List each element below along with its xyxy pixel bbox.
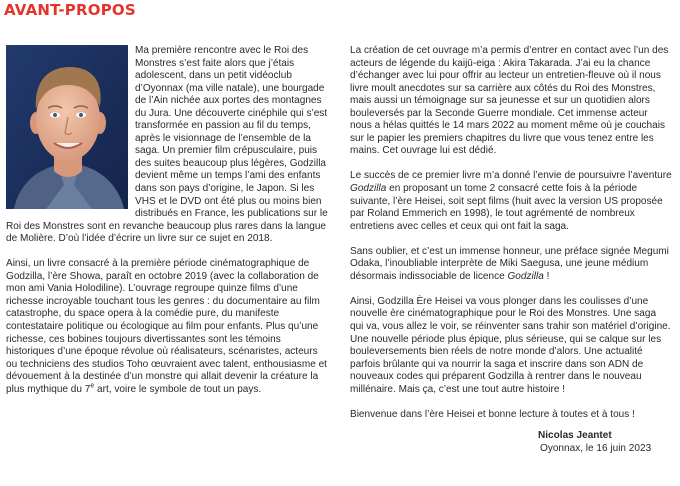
author-name: Nicolas Jeantet	[538, 430, 612, 441]
left-column	[6, 45, 331, 409]
page-title: AVANT-PROPOS	[4, 1, 136, 19]
paragraph: La création de cet ouvrage m’a permis d’entrer en contact avec l’un des acteurs de légende du kaijū-eiga : Akira Takarada. J’ai eu la chance d’échanger avec lui pour offrir au lecteur un entretien-fleuve où il nous livre moult anecdotes sur sa carrière aux côtés du Roi des Monstres, mais aussi un témoignage sur sa jeunesse et sur un quotidien alors bouleversés par la Seconde Guerre mondiale. Cet immense acteur nous a hélas quittés le 14 mars 2022 au moment même où je couchais sur le papier les premiers chapitres du livre que vous tenez entre les mains. Cet ouvrage lui est dédié.	[350, 45, 669, 157]
paragraph: Sans oublier, et c’est un immense honneur, une préface signée Megumi Odaka, l’inoubliable interprète de Miki Saegusa, une jeune médium désormais indissociable de licence Godzilla !	[350, 245, 669, 282]
author-portrait-icon	[6, 45, 128, 209]
paragraph: Le succès de ce premier livre m’a donné l’envie de poursuivre l’aventure Godzilla en proposant un tome 2 consacré cette fois à la période suivante, l’ère Heisei, soit sept films (huit avec la version US proposée par Roland Emmerich en 1998), le tout agrémenté de nombreux entretiens avec celles et ceux qui ont fait la saga.	[350, 170, 672, 232]
paragraph: Ainsi, un livre consacré à la première période cinématographique de Godzilla, l’ère Showa, paraît en octobre 2019 (avec la collaboration de mon ami Vania Holodiline). L’ouvrage regroupe quinze films d’une richesse incroyable touchant tous les genres : du documentaire au film catastrophe, du space opera à la comédie pure, du manifeste contestataire politique ou écologique au film pour enfants. Plus qu’une richesse, ces bobines toujours divertissantes sont les témoins historiques d’une époque révolue où réalisateurs, scénaristes, acteurs ou techniciens des studios Toho œuvraient avec talent, enthousiasme et dévouement à la destinée d’un monstre qui allait devenir la créature la plus mythique du 7e art, voire le symbole de tout un pays.	[6, 258, 327, 395]
place-date: Oyonnax, le 16 juin 2023	[540, 442, 652, 454]
paragraph: Bienvenue dans l’ère Heisei et bonne lecture à toutes et à tous !	[350, 408, 635, 420]
signature-block	[538, 430, 651, 455]
portrait-photo-icon	[6, 45, 128, 209]
paragraph: Ma première rencontre avec le Roi des Monstres s’est faite alors que j’étais adolescent, dans un petit vidéoclub d’Oyonnax (ma ville natale), une bourgade de l’Ain nichée aux portes des montagnes du Jura. Une découverte cinéphile qui s’est transformée en passion au fil du temps, après le visionnage de l’ensemble de la saga. Un premier film crépusculaire, puis des suites beaucoup plus légères, Godzilla devient même un temps l’ami des enfants dans son pays d’origine, le Japon. Si les VHS et le DVD ont été plus ou moins bien distribués en France, les publications sur le Roi des Monstres sont en revanche beaucoup plus rares dans la langue de Molière. D’où l’idée d’écrire un livre sur ce sujet en 2018.	[6, 45, 328, 245]
paragraph: Ainsi, Godzilla Ère Heisei va vous plonger dans les coulisses d’une nouvelle ère cinématographique pour le Roi des Monstres. Une saga qui va, vous allez le voir, se réinventer sans trahir son matériel d’origine. Une nouvelle période plus épique, plus sérieuse, qui se calque sur les bouleversements bien réels de notre monde d’alors. Une actualité parfois brûlante qui va nourrir la saga et inscrire dans son ADN de nouveaux codes qui préparent Godzilla à rentrer dans le nouveau millénaire. Mais ça, c’est une tout autre histoire !	[350, 295, 671, 395]
right-column	[350, 45, 672, 434]
